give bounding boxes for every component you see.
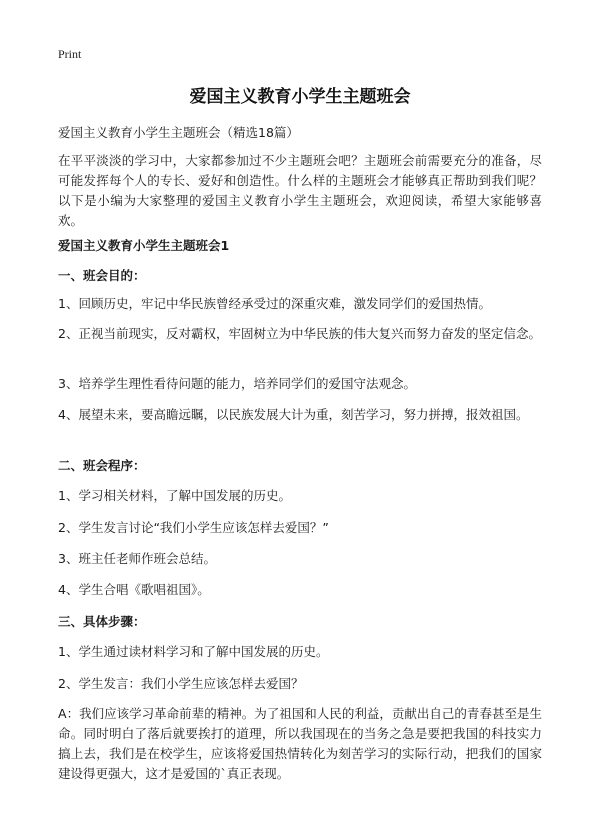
goals-heading: 一、班会目的：	[58, 268, 146, 283]
answer-paragraph: A：我们应该学习革命前辈的精神。为了祖国和人民的利益，贡献出自己的青春甚至是生命。同时明白了落后就要挨打的道理，所以我国现在的当务之急是要把我国的科技实力搞上去，我们是在校学生，应该将爱国热情转化为刻苦学习的实际行动，把我们的国家建设得更强大，这才是爱国的`真正表现。	[58, 706, 542, 781]
procedure-heading: 二、班会程序：	[58, 458, 146, 473]
goal-item-3: 3、培养学生理性看待问题的能力，培养同学们的爱国守法观念。	[58, 376, 416, 391]
goal-item-2: 2、正视当前现实，反对霸权，牢固树立为中华民族的伟大复兴而努力奋发的坚定信念。	[58, 326, 541, 341]
goal-item-1: 1、回顾历史，牢记中华民族曾经承受过的深重灾难，激发同学们的爱国热情。	[58, 296, 491, 311]
goal-item-4: 4、展望未来，要高瞻远瞩，以民族发展大计为重，刻苦学习，努力拼搏，报效祖国。	[58, 407, 529, 422]
print-link[interactable]: Print	[58, 47, 82, 61]
intro-paragraph: 在平平淡淡的学习中，大家都参加过不少主题班会吧？主题班会前需要充分的准备，尽可能发挥每个人的专长、爱好和创造性。什么样的主题班会才能够真正帮助到我们呢？以下是小编为大家整理的爱国主义教育小学生主题班会，欢迎阅读，希望大家能够喜欢。	[58, 153, 542, 228]
section-title: 爱国主义教育小学生主题班会1	[58, 238, 230, 253]
step-item-1: 1、学生通过读材料学习和了解中国发展的历史。	[58, 644, 329, 659]
procedure-item-2: 2、学生发言讨论“我们小学生应该怎样去爱国？”	[58, 520, 329, 535]
subtitle: 爱国主义教育小学生主题班会（精选18篇）	[58, 125, 299, 140]
steps-heading: 三、具体步骤：	[58, 614, 146, 629]
procedure-item-1: 1、学习相关材料，了解中国发展的历史。	[58, 488, 291, 503]
page-title: 爱国主义教育小学生主题班会	[189, 87, 411, 107]
procedure-item-4: 4、学生合唱《歌唱祖国》。	[58, 582, 210, 597]
step-item-2: 2、学生发言：我们小学生应该怎样去爱国？	[58, 676, 304, 691]
procedure-item-3: 3、班主任老师作班会总结。	[58, 551, 216, 566]
